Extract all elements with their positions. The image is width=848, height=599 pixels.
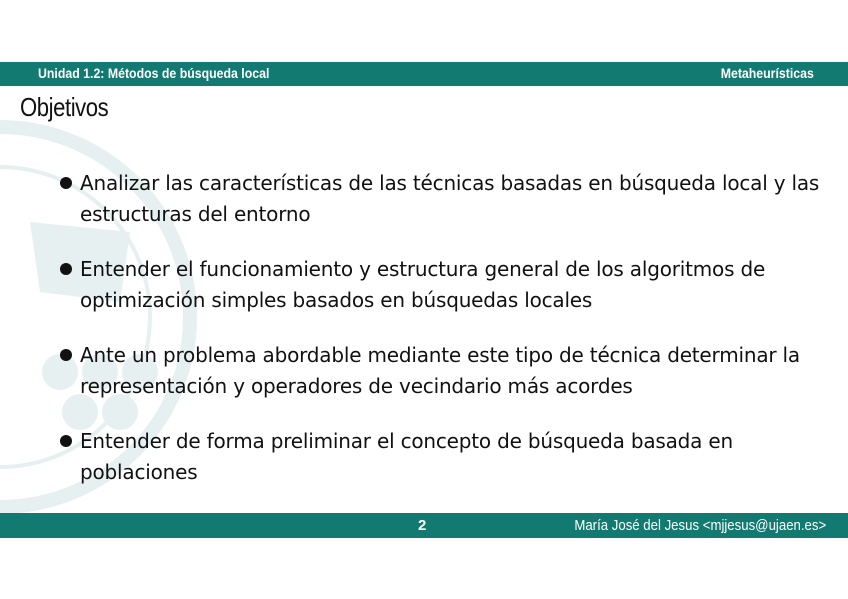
objectives-list xyxy=(60,168,830,512)
footer-bar xyxy=(0,513,848,538)
list-item xyxy=(60,168,830,230)
list-item-text: Entender de forma preliminar el concepto de búsqueda basada en poblaciones xyxy=(80,429,733,484)
header-bar xyxy=(0,62,848,86)
list-item-text: Analizar las características de las técnicas basadas en búsqueda local y las estructuras del entorno xyxy=(80,171,820,226)
unit-title: Unidad 1.2: Métodos de búsqueda local xyxy=(38,65,270,81)
page-number: 2 xyxy=(418,517,427,534)
list-item-text: Ante un problema abordable mediante este tipo de técnica determinar la representación y operadores de vecindario más acordes xyxy=(80,343,800,398)
list-item-text: Entender el funcionamiento y estructura general de los algoritmos de optimización simples basados en búsquedas locales xyxy=(80,257,766,312)
author-contact: María José del Jesus <mjjesus@ujaen.es> xyxy=(574,517,826,534)
list-item xyxy=(60,340,830,402)
course-title: Metaheurísticas xyxy=(720,65,814,81)
list-item xyxy=(60,254,830,316)
slide xyxy=(0,62,848,538)
bullet-icon xyxy=(60,435,72,447)
list-item xyxy=(60,426,830,488)
page-title: Objetivos xyxy=(20,92,109,122)
bullet-icon xyxy=(60,177,72,189)
bullet-icon xyxy=(60,263,72,275)
bullet-icon xyxy=(60,349,72,361)
